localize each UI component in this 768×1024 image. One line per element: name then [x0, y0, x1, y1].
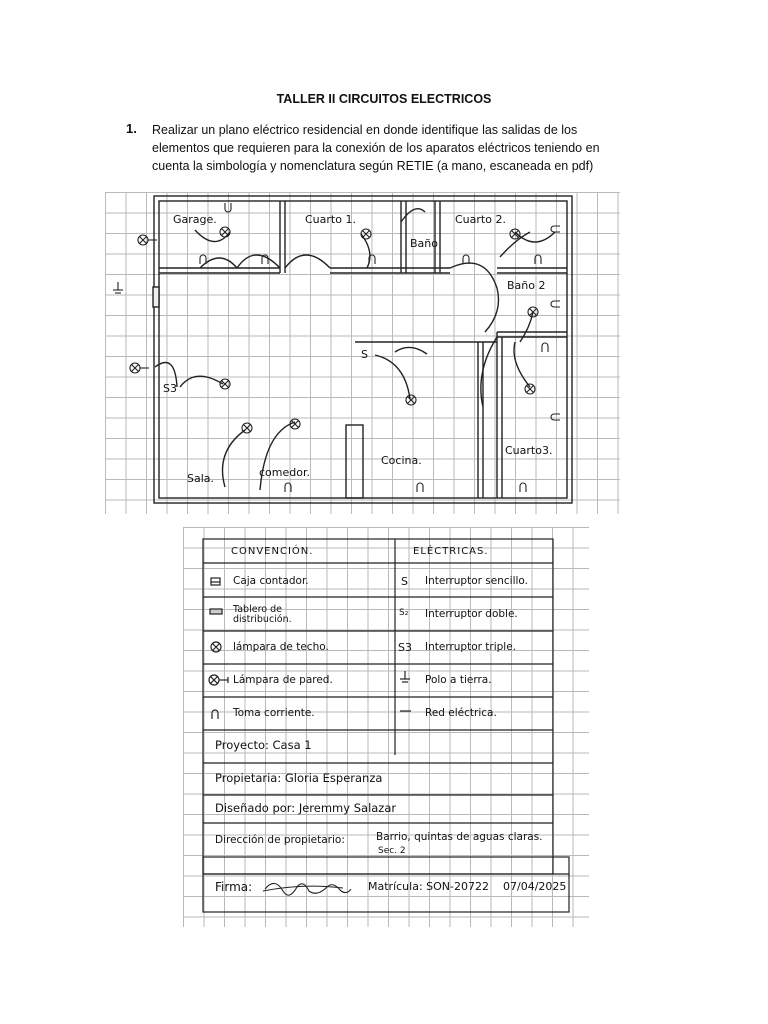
- document-title: TALLER II CIRCUITOS ELECTRICOS: [276, 92, 492, 106]
- legend-polo-tierra: Polo a tierra.: [425, 674, 492, 686]
- legend-header-left: CONVENCIÓN.: [231, 546, 314, 557]
- legend-direccion-value: Barrio, quintas de aguas claras.: [376, 831, 543, 843]
- legend-direccion-label: Dirección de propietario:: [215, 834, 345, 846]
- legend-header-right: ELÉCTRICAS.: [413, 546, 489, 557]
- room-cocina: Cocina.: [381, 454, 422, 467]
- legend-red-electrica: Red eléctrica.: [425, 707, 497, 719]
- legend-interruptor-sencillo: Interruptor sencillo.: [425, 575, 528, 587]
- switch-label-s3: S3: [163, 382, 177, 395]
- room-cuarto-2: Cuarto 2.: [455, 213, 506, 226]
- legend-toma-corriente: Toma corriente.: [233, 707, 315, 719]
- legend-lampara-techo: lámpara de techo.: [233, 641, 329, 653]
- legend-symbol-s2: S₂: [399, 608, 409, 618]
- legend-firma-label: Firma:: [215, 880, 253, 894]
- legend-interruptor-doble: Interruptor doble.: [425, 608, 518, 620]
- legend-sheet: [183, 527, 589, 927]
- legend-direccion-extra: Sec. 2: [378, 846, 406, 856]
- room-bano: Baño: [410, 237, 438, 250]
- room-comedor: comedor.: [259, 466, 310, 479]
- legend-fecha: 07/04/2025: [503, 880, 567, 893]
- legend-caja-contador: Caja contador.: [233, 575, 309, 587]
- legend-table-lines: [183, 527, 589, 927]
- question-text: Realizar un plano eléctrico residencial en donde identifique las salidas de los elementos que requieren para la conexión de los aparatos eléctricos teniendo en cuenta la simbología y nomenclatura según RETIE (a mano, escaneada en pdf): [152, 123, 600, 173]
- room-cuarto-1: Cuarto 1.: [305, 213, 356, 226]
- room-cuarto-3: Cuarto3.: [505, 444, 553, 457]
- legend-propietaria: Propietaria: Gloria Esperanza: [215, 771, 383, 785]
- legend-interruptor-triple: Interruptor triple.: [425, 641, 517, 653]
- legend-symbol-s: S: [401, 575, 408, 588]
- room-garage: Garage.: [173, 213, 217, 226]
- question-number: 1.: [126, 121, 137, 136]
- floor-plan-drawing: [105, 192, 620, 514]
- legend-disenado: Diseñado por: Jeremmy Salazar: [215, 801, 397, 815]
- room-bano-2: Baño 2: [507, 279, 546, 292]
- legend-proyecto: Proyecto: Casa 1: [215, 738, 312, 752]
- floor-plan: [105, 192, 620, 514]
- room-sala: Sala.: [187, 472, 215, 485]
- legend-matricula: Matrícula: SON-20722: [368, 880, 489, 893]
- legend-tablero: Tablero de distribución.: [233, 604, 292, 625]
- legend-lampara-pared: Lámpara de pared.: [233, 674, 333, 686]
- switch-label-s: S: [361, 348, 368, 361]
- legend-symbol-s3: S3: [398, 641, 412, 654]
